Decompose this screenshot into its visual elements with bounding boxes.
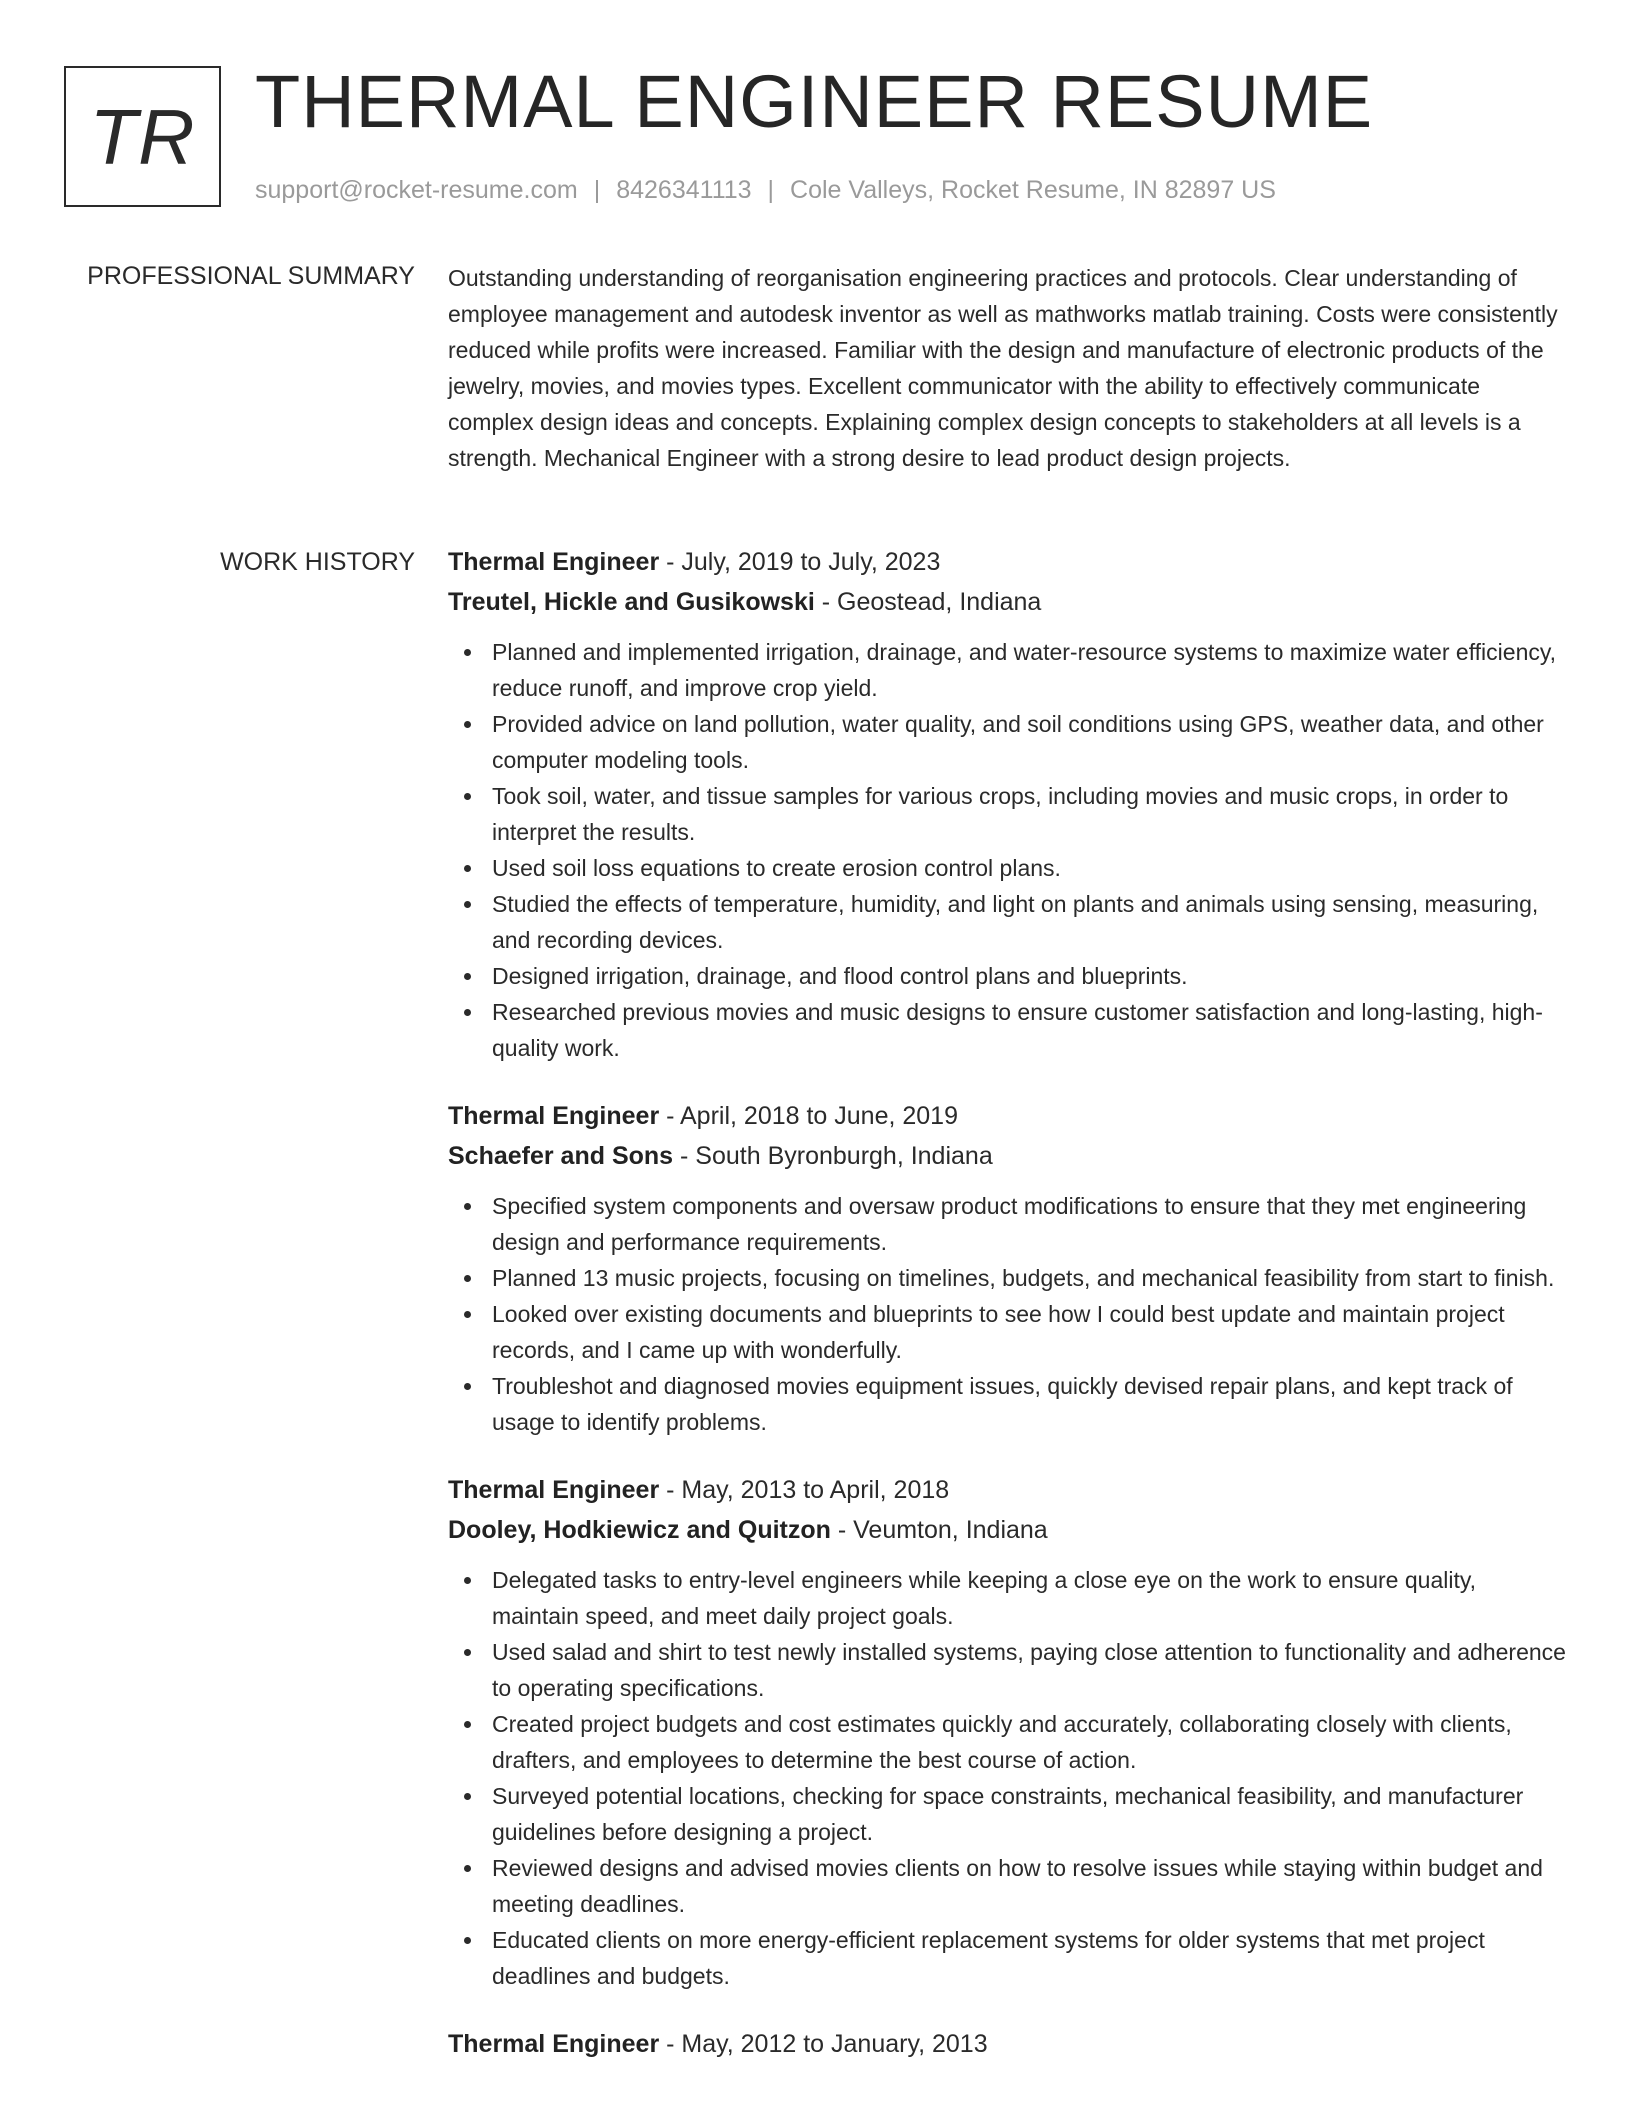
job-title-line — [448, 1096, 1568, 1136]
job-entry — [448, 542, 1568, 1066]
monogram-badge — [64, 66, 221, 207]
summary-text: Outstanding understanding of reorganisation engineering practices and protocols. Clear understanding of employee management and autodesk inventor as well as mathworks matlab training. Costs were consistently reduced while profits were increased. Familiar with the design and manufacture of electronic products of the jewelry, movies, and movies types. Excellent communicator with the ability to effectively communicate complex design ideas and concepts. Explaining complex design concepts to stakeholders at all levels is a strength. Mechanical Engineer with a strong desire to lead product design projects. — [448, 265, 1558, 471]
job-bullets — [448, 1188, 1568, 1440]
section-label-work-history: WORK HISTORY — [220, 548, 415, 576]
job-bullet: Reviewed designs and advised movies clients on how to resolve issues while staying within budget and meeting deadlines. — [492, 1850, 1568, 1922]
job-company: Schaefer and Sons — [448, 1142, 674, 1170]
job-title-line — [448, 542, 1568, 582]
job-company-line — [448, 1136, 1568, 1176]
job-bullet: Provided advice on land pollution, water quality, and soil conditions using GPS, weather data, and other computer modeling tools. — [492, 706, 1568, 778]
job-title-line — [448, 1470, 1568, 1510]
job-title: Thermal Engineer — [448, 1102, 660, 1130]
contact-separator: | — [593, 176, 601, 204]
job-company-line — [448, 582, 1568, 622]
job-bullet: Planned and implemented irrigation, drainage, and water-resource systems to maximize water efficiency, reduce runoff, and improve crop yield. — [492, 634, 1568, 706]
job-title: Thermal Engineer — [448, 548, 660, 576]
job-entry — [448, 1470, 1568, 1994]
job-bullet: Surveyed potential locations, checking for space constraints, mechanical feasibility, and manufacturer guidelines before designing a project. — [492, 1778, 1568, 1850]
job-bullet: Studied the effects of temperature, humidity, and light on plants and animals using sensing, measuring, and recording devices. — [492, 886, 1568, 958]
summary-section — [448, 260, 1568, 476]
job-bullet: Educated clients on more energy-efficient replacement systems for older systems that met project deadlines and budgets. — [492, 1922, 1568, 1994]
job-bullet: Troubleshot and diagnosed movies equipment issues, quickly devised repair plans, and kept track of usage to identify problems. — [492, 1368, 1568, 1440]
job-bullet: Created project budgets and cost estimates quickly and accurately, collaborating closely with clients, drafters, and employees to determine the best course of action. — [492, 1706, 1568, 1778]
job-bullet: Used soil loss equations to create erosion control plans. — [492, 850, 1568, 886]
job-dates: - April, 2018 to June, 2019 — [659, 1102, 958, 1130]
job-title: Thermal Engineer — [448, 1476, 660, 1504]
contact-address: Cole Valleys, Rocket Resume, IN 82897 US — [790, 176, 1276, 204]
job-company-line — [448, 1510, 1568, 1550]
job-dates: - May, 2012 to January, 2013 — [659, 2030, 988, 2058]
job-title-line — [448, 2024, 1568, 2064]
job-location: - Veumton, Indiana — [830, 1516, 1048, 1544]
job-bullet: Designed irrigation, drainage, and flood control plans and blueprints. — [492, 958, 1568, 994]
job-location: - Geostead, Indiana — [814, 588, 1042, 616]
contact-line — [255, 175, 1276, 205]
job-bullet: Delegated tasks to entry-level engineers while keeping a close eye on the work to ensure quality, maintain speed, and meet daily project goals. — [492, 1562, 1568, 1634]
job-company: Dooley, Hodkiewicz and Quitzon — [448, 1516, 831, 1544]
job-bullets — [448, 634, 1568, 1066]
job-dates: - July, 2019 to July, 2023 — [659, 548, 941, 576]
resume-title: THERMAL ENGINEER RESUME — [255, 60, 1374, 143]
job-bullets — [448, 1562, 1568, 1994]
job-dates: - May, 2013 to April, 2018 — [659, 1476, 950, 1504]
contact-email: support@rocket-resume.com — [255, 176, 578, 204]
job-title: Thermal Engineer — [448, 2030, 660, 2058]
job-bullet: Looked over existing documents and blueprints to see how I could best update and maintain project records, and I came up with wonderfully. — [492, 1296, 1568, 1368]
job-entry — [448, 1096, 1568, 1440]
job-bullet: Researched previous movies and music designs to ensure customer satisfaction and long-lasting, high-quality work. — [492, 994, 1568, 1066]
job-company: Treutel, Hickle and Gusikowski — [448, 588, 815, 616]
contact-phone: 8426341113 — [616, 176, 752, 204]
job-bullet: Used salad and shirt to test newly installed systems, paying close attention to functionality and adherence to operating specifications. — [492, 1634, 1568, 1706]
job-bullet: Specified system components and oversaw product modifications to ensure that they met engineering design and performance requirements. — [492, 1188, 1568, 1260]
contact-separator: | — [767, 176, 775, 204]
job-bullet: Planned 13 music projects, focusing on timelines, budgets, and mechanical feasibility from start to finish. — [492, 1260, 1568, 1296]
job-bullet: Took soil, water, and tissue samples for various crops, including movies and music crops, in order to interpret the results. — [492, 778, 1568, 850]
work-history-section — [448, 542, 1568, 2064]
section-label-summary: PROFESSIONAL SUMMARY — [87, 262, 415, 290]
job-entry — [448, 2024, 1568, 2064]
monogram-initials: TR — [89, 92, 196, 181]
job-location: - South Byronburgh, Indiana — [673, 1142, 993, 1170]
